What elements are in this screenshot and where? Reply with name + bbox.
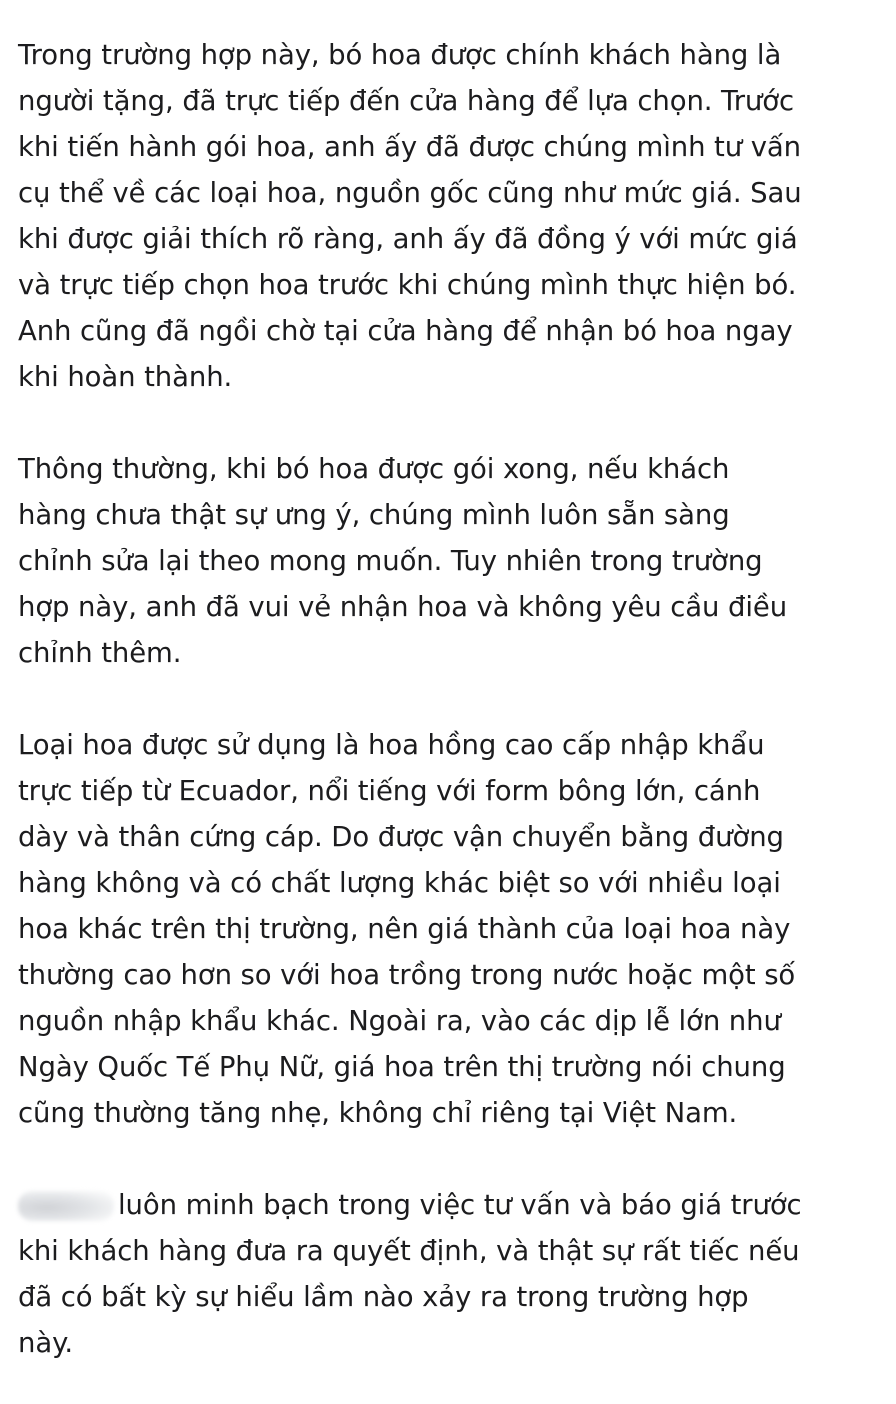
paragraph-2 xyxy=(18,446,878,676)
text-line: khi hoàn thành. xyxy=(18,361,233,393)
paragraph-3 xyxy=(18,722,878,1136)
text-line: và trực tiếp chọn hoa trước khi chúng mình thực hiện bó. xyxy=(18,269,797,301)
text-fragment: luôn minh bạch trong việc tư vấn và báo giá trước xyxy=(118,1189,802,1221)
text-line: Trong trường hợp này, bó hoa được chính khách hàng là xyxy=(18,39,782,71)
paragraph-spacer xyxy=(18,1136,878,1182)
text-line: thường cao hơn so với hoa trồng trong nước hoặc một số xyxy=(18,959,796,991)
text-line: hàng không và có chất lượng khác biệt so với nhiều loại xyxy=(18,867,781,899)
text-line-with-redaction xyxy=(18,1182,878,1228)
text-line: hợp này, anh đã vui vẻ nhận hoa và không yêu cầu điều xyxy=(18,591,788,623)
text-line: chỉnh thêm. xyxy=(18,637,182,669)
text-line: Loại hoa được sử dụng là hoa hồng cao cấp nhập khẩu xyxy=(18,729,765,761)
text-line: khi khách hàng đưa ra quyết định, và thật sự rất tiếc nếu xyxy=(18,1235,800,1267)
text-line: khi được giải thích rõ ràng, anh ấy đã đồng ý với mức giá xyxy=(18,223,798,255)
text-line: khi tiến hành gói hoa, anh ấy đã được chúng mình tư vấn xyxy=(18,131,801,163)
redacted-name-blur xyxy=(18,1191,114,1221)
text-line: Anh cũng đã ngồi chờ tại cửa hàng để nhận bó hoa ngay xyxy=(18,315,793,347)
text-line: này. xyxy=(18,1327,73,1359)
text-line: Ngày Quốc Tế Phụ Nữ, giá hoa trên thị trường nói chung xyxy=(18,1051,786,1083)
text-line: dày và thân cứng cáp. Do được vận chuyển bằng đường xyxy=(18,821,784,853)
text-line: hoa khác trên thị trường, nên giá thành của loại hoa này xyxy=(18,913,791,945)
text-line: chỉnh sửa lại theo mong muốn. Tuy nhiên trong trường xyxy=(18,545,763,577)
text-line: nguồn nhập khẩu khác. Ngoài ra, vào các dịp lễ lớn như xyxy=(18,1005,781,1037)
text-line: cũng thường tăng nhẹ, không chỉ riêng tại Việt Nam. xyxy=(18,1097,738,1129)
paragraph-spacer xyxy=(18,400,878,446)
post-body xyxy=(18,32,878,1366)
text-line: Thông thường, khi bó hoa được gói xong, nếu khách xyxy=(18,453,730,485)
text-line: người tặng, đã trực tiếp đến cửa hàng để lựa chọn. Trước xyxy=(18,85,794,117)
paragraph-4 xyxy=(18,1182,878,1366)
text-line: trực tiếp từ Ecuador, nổi tiếng với form bông lớn, cánh xyxy=(18,775,761,807)
text-line: đã có bất kỳ sự hiểu lầm nào xảy ra trong trường hợp xyxy=(18,1281,749,1313)
text-line: hàng chưa thật sự ưng ý, chúng mình luôn sẵn sàng xyxy=(18,499,730,531)
paragraph-spacer xyxy=(18,676,878,722)
text-line: cụ thể về các loại hoa, nguồn gốc cũng như mức giá. Sau xyxy=(18,177,802,209)
paragraph-1 xyxy=(18,32,878,400)
